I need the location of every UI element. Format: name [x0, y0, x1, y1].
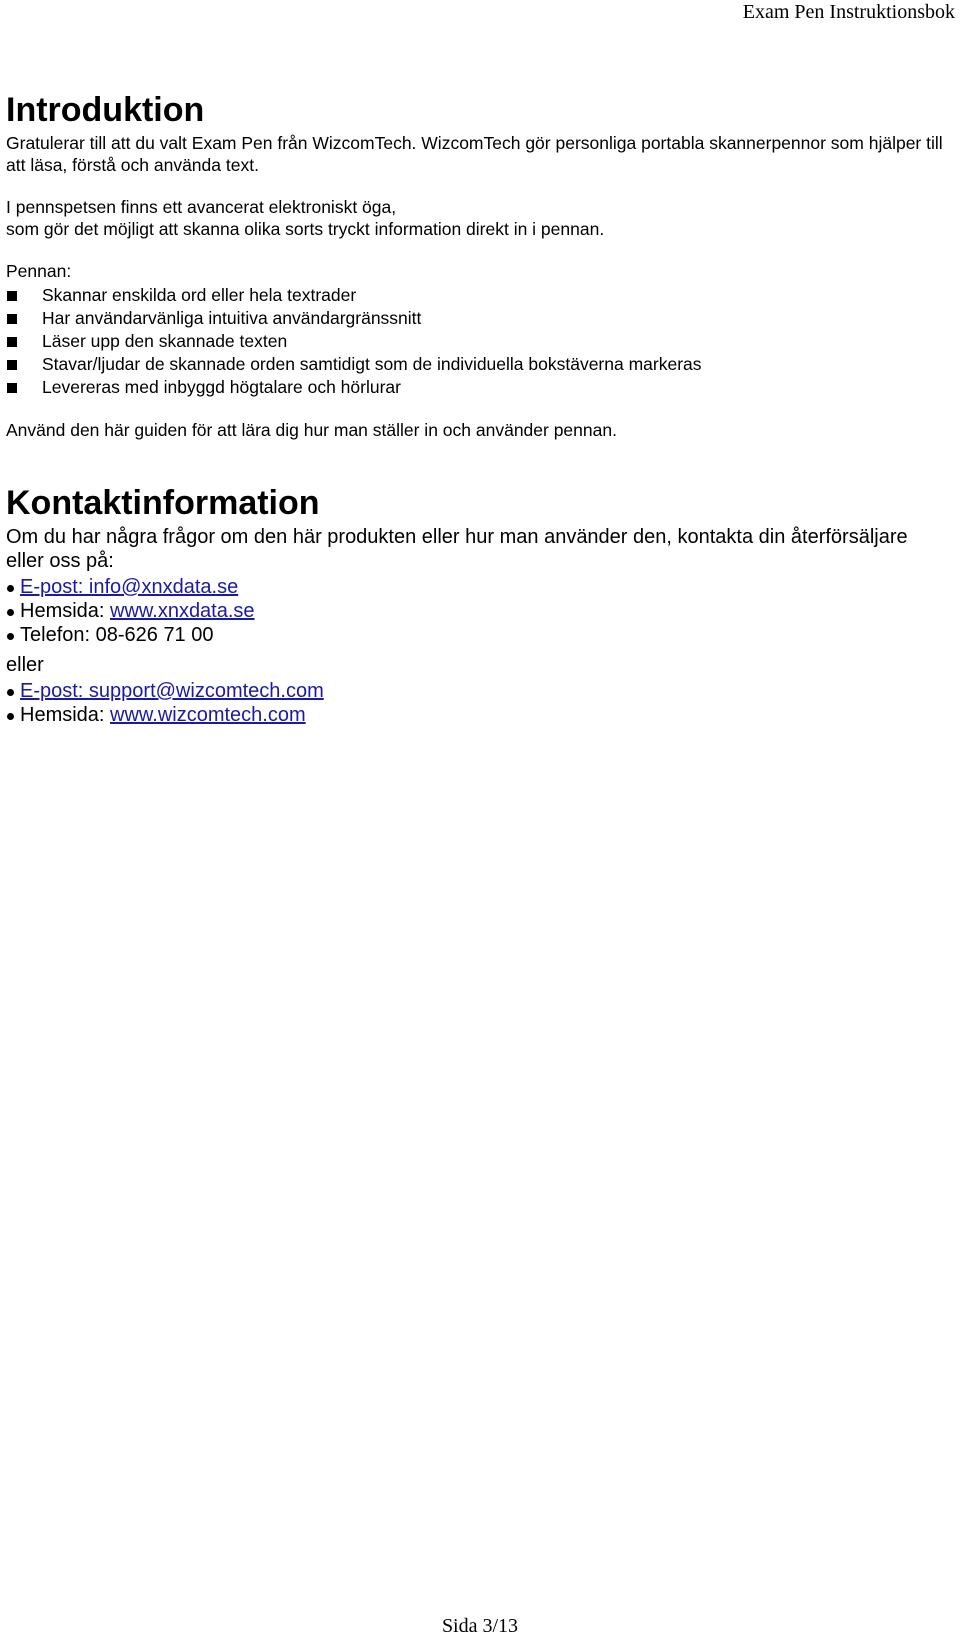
page-content [6, 88, 946, 727]
square-bullet-icon [7, 360, 17, 370]
list-item [6, 307, 946, 330]
website-link-xnxdata[interactable]: www.xnxdata.se [110, 600, 255, 622]
list-item [6, 376, 946, 399]
list-item [6, 679, 946, 703]
running-header: Exam Pen Instruktionsbok [742, 1, 955, 23]
round-bullet-icon [7, 585, 14, 592]
list-item [6, 284, 946, 307]
feature-text: Skannar enskilda ord eller hela textrader [42, 285, 357, 305]
page-number: Sida 3/13 [441, 1615, 519, 1637]
website-link-wizcomtech[interactable]: www.wizcomtech.com [110, 704, 306, 726]
round-bullet-icon [7, 713, 14, 720]
contact-heading: Kontaktinformation [6, 484, 320, 522]
intro-paragraph: Gratulerar till att du valt Exam Pen från WizcomTech. WizcomTech gör personliga portabla skannerpennor som hjälper till att läsa, förstå och använda text. [6, 133, 943, 175]
pen-tip-paragraph [6, 196, 946, 240]
intro-heading: Introduktion [6, 91, 205, 129]
pen-tip-line-2: som gör det möjligt att skanna olika sorts tryckt information direkt in i pennan. [6, 219, 605, 239]
phone-number: Telefon: 08-626 71 00 [20, 624, 214, 646]
feature-text: Har användarvänliga intuitiva användargränssnitt [42, 308, 422, 328]
feature-list [6, 284, 946, 399]
or-separator: eller [6, 654, 44, 676]
pen-tip-line-1: I pennspetsen finns ett avancerat elektroniskt öga, [6, 197, 397, 217]
list-item [6, 330, 946, 353]
website-label: Hemsida: [20, 704, 111, 726]
round-bullet-icon [7, 633, 14, 640]
list-item [6, 703, 946, 727]
feature-text: Levereras med inbyggd högtalare och hörlurar [42, 377, 401, 397]
round-bullet-icon [7, 689, 14, 696]
email-link-xnxdata[interactable]: E-post: info@xnxdata.se [20, 576, 239, 598]
contact-intro: Om du har några frågor om den här produkten eller hur man använder den, kontakta din återförsäljare eller oss på: [6, 526, 908, 572]
website-label: Hemsida: [20, 600, 111, 622]
round-bullet-icon [7, 609, 14, 616]
square-bullet-icon [7, 383, 17, 393]
feature-text: Läser upp den skannade texten [42, 331, 288, 351]
list-item [6, 575, 946, 599]
square-bullet-icon [7, 337, 17, 347]
secondary-contact-list [6, 679, 946, 727]
list-item [6, 599, 946, 623]
square-bullet-icon [7, 291, 17, 301]
feature-text: Stavar/ljudar de skannade orden samtidigt som de individuella bokstäverna markeras [42, 354, 702, 374]
feature-list-intro: Pennan: [6, 261, 72, 281]
list-item [6, 353, 946, 376]
guide-usage-paragraph: Använd den här guiden för att lära dig hur man ställer in och använder pennan. [6, 420, 617, 440]
list-item [6, 623, 946, 647]
email-link-wizcomtech[interactable]: E-post: support@wizcomtech.com [20, 680, 324, 702]
primary-contact-list [6, 575, 946, 647]
square-bullet-icon [7, 314, 17, 324]
